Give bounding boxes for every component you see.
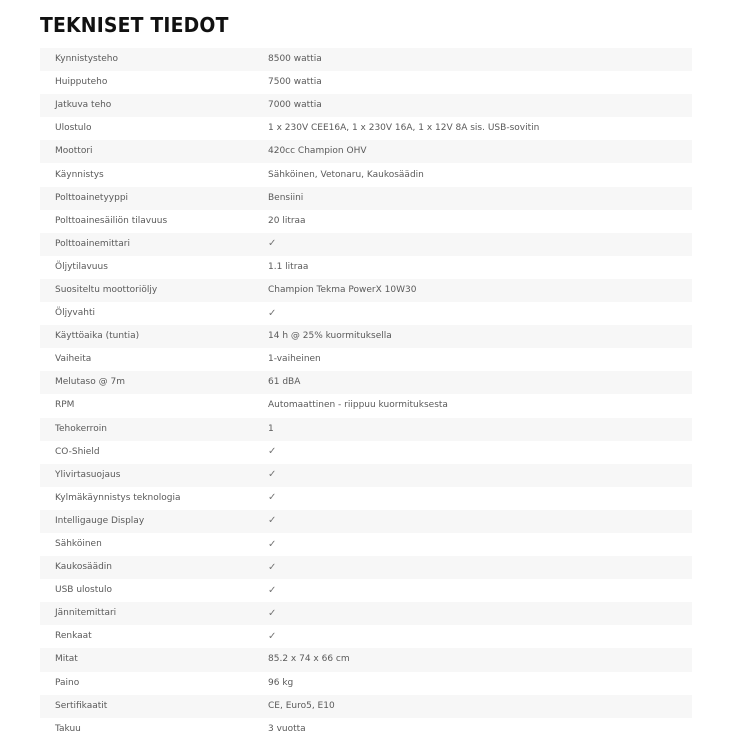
- table-row: [40, 625, 692, 648]
- table-row: [40, 371, 692, 394]
- spec-value: 7000 wattia: [268, 94, 692, 117]
- spec-label: Moottori: [40, 140, 268, 163]
- table-row: [40, 464, 692, 487]
- table-row: [40, 71, 692, 94]
- spec-label: Käynnistys: [40, 163, 268, 186]
- spec-value: 14 h @ 25% kuormituksella: [268, 325, 692, 348]
- table-row: [40, 510, 692, 533]
- spec-label: Öljytilavuus: [40, 256, 268, 279]
- spec-label: Paino: [40, 672, 268, 695]
- spec-label: Käyttöaika (tuntia): [40, 325, 268, 348]
- spec-label: Mitat: [40, 648, 268, 671]
- table-row: [40, 672, 692, 695]
- spec-label: Melutaso @ 7m: [40, 371, 268, 394]
- table-row: [40, 233, 692, 256]
- spec-value: CE, Euro5, E10: [268, 695, 692, 718]
- check-icon: ✓: [268, 510, 692, 533]
- table-row: [40, 718, 692, 741]
- table-row: [40, 602, 692, 625]
- table-row: [40, 418, 692, 441]
- spec-value: Sähköinen, Vetonaru, Kaukosäädin: [268, 163, 692, 186]
- table-row: [40, 256, 692, 279]
- spec-value: Bensiini: [268, 187, 692, 210]
- spec-value: 1 x 230V CEE16A, 1 x 230V 16A, 1 x 12V 8A sis. USB-sovitin: [268, 117, 692, 140]
- table-row: [40, 187, 692, 210]
- spec-label: Sertifikaatit: [40, 695, 268, 718]
- spec-label: Kynnistysteho: [40, 48, 268, 71]
- check-icon: ✓: [268, 487, 692, 510]
- check-icon: ✓: [268, 441, 692, 464]
- spec-label: Kylmäkäynnistys teknologia: [40, 487, 268, 510]
- spec-label: Öljyvahti: [40, 302, 268, 325]
- table-row: [40, 325, 692, 348]
- table-row: [40, 533, 692, 556]
- spec-label: RPM: [40, 394, 268, 417]
- table-row: [40, 441, 692, 464]
- check-icon: ✓: [268, 579, 692, 602]
- spec-label: Sähköinen: [40, 533, 268, 556]
- table-row: [40, 348, 692, 371]
- spec-value: 3 vuotta: [268, 718, 692, 741]
- spec-label: Intelligauge Display: [40, 510, 268, 533]
- spec-table-body: [40, 48, 692, 741]
- table-row: [40, 94, 692, 117]
- table-row: [40, 117, 692, 140]
- spec-label: USB ulostulo: [40, 579, 268, 602]
- spec-label: Ulostulo: [40, 117, 268, 140]
- spec-value: 1-vaiheinen: [268, 348, 692, 371]
- spec-label: Kaukosäädin: [40, 556, 268, 579]
- spec-value: 1.1 litraa: [268, 256, 692, 279]
- spec-label: Jännitemittari: [40, 602, 268, 625]
- table-row: [40, 579, 692, 602]
- spec-label: Polttoainesäiliön tilavuus: [40, 210, 268, 233]
- table-row: [40, 163, 692, 186]
- spec-value: 7500 wattia: [268, 71, 692, 94]
- check-icon: ✓: [268, 625, 692, 648]
- spec-value: 20 litraa: [268, 210, 692, 233]
- spec-label: Ylivirtasuojaus: [40, 464, 268, 487]
- spec-label: Jatkuva teho: [40, 94, 268, 117]
- check-icon: ✓: [268, 556, 692, 579]
- check-icon: ✓: [268, 302, 692, 325]
- table-row: [40, 394, 692, 417]
- spec-label: Polttoainetyyppi: [40, 187, 268, 210]
- spec-value: 96 kg: [268, 672, 692, 695]
- spec-label: Tehokerroin: [40, 418, 268, 441]
- page-title: TEKNISET TIEDOT: [40, 13, 229, 37]
- spec-table: [40, 48, 692, 741]
- spec-label: Takuu: [40, 718, 268, 741]
- spec-label: CO-Shield: [40, 441, 268, 464]
- spec-label: Huipputeho: [40, 71, 268, 94]
- table-row: [40, 487, 692, 510]
- table-row: [40, 302, 692, 325]
- spec-value: 61 dBA: [268, 371, 692, 394]
- table-row: [40, 140, 692, 163]
- spec-value: Automaattinen - riippuu kuormituksesta: [268, 394, 692, 417]
- spec-label: Renkaat: [40, 625, 268, 648]
- spec-label: Polttoainemittari: [40, 233, 268, 256]
- table-row: [40, 556, 692, 579]
- check-icon: ✓: [268, 464, 692, 487]
- table-row: [40, 48, 692, 71]
- check-icon: ✓: [268, 602, 692, 625]
- spec-label: Vaiheita: [40, 348, 268, 371]
- spec-value: 85.2 x 74 x 66 cm: [268, 648, 692, 671]
- spec-value: 1: [268, 418, 692, 441]
- table-row: [40, 210, 692, 233]
- table-row: [40, 648, 692, 671]
- check-icon: ✓: [268, 233, 692, 256]
- spec-value: 420cc Champion OHV: [268, 140, 692, 163]
- spec-label: Suositeltu moottoriöljy: [40, 279, 268, 302]
- check-icon: ✓: [268, 533, 692, 556]
- table-row: [40, 279, 692, 302]
- table-row: [40, 695, 692, 718]
- spec-value: 8500 wattia: [268, 48, 692, 71]
- spec-value: Champion Tekma PowerX 10W30: [268, 279, 692, 302]
